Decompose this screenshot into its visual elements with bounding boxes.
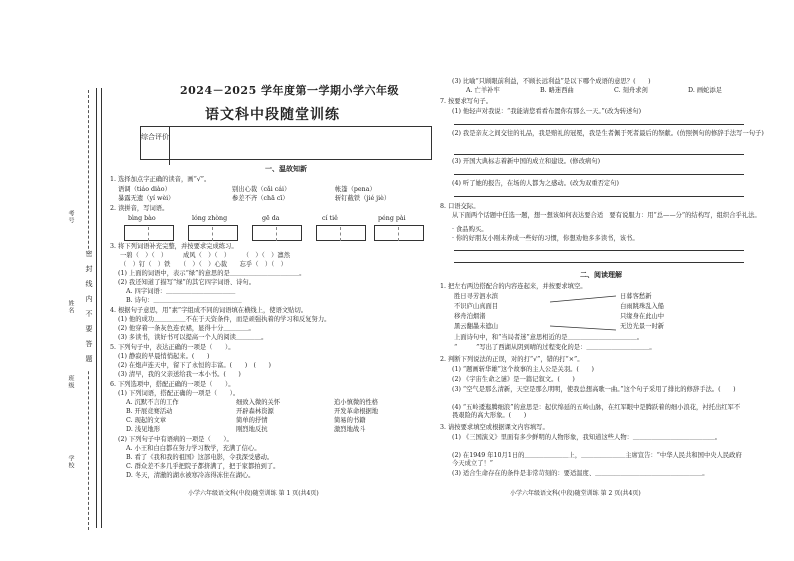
score-box-label: 综合评价 bbox=[141, 127, 170, 165]
q8-option: · 你的好朋友小刚未养成一些好的习惯，你想劝他多多读书，该书。 bbox=[452, 235, 639, 242]
q6-option: 开辟森林资源 bbox=[236, 408, 274, 415]
answer-grid[interactable] bbox=[374, 225, 424, 241]
answer-line[interactable] bbox=[454, 262, 744, 263]
q4-item: (3) 多读书，读好书可以提高一个人的阅读＿＿＿＿。 bbox=[118, 334, 268, 341]
q4-text: 4. 根据句子意思，用“素”字组成不同的词语填在横线上，使语文贴切。 bbox=[110, 307, 308, 314]
match-line bbox=[550, 296, 616, 302]
answer-line[interactable] bbox=[454, 154, 744, 155]
section1-title: 一、温故知新 bbox=[265, 164, 307, 173]
q5-item: (1) 静寂的早晨悄悄起来。( ) bbox=[118, 353, 210, 360]
q5-item: (2) 在炮声连天中，留下了永恒的丰富。( ) ( ) bbox=[118, 362, 271, 369]
poem-left: 移舟泊烟渚 bbox=[454, 313, 486, 320]
s2-q3-text: 3. 请按要求填空或根据课文内容填写。 bbox=[440, 424, 549, 431]
poem-left: 不识庐山真面目 bbox=[454, 303, 499, 310]
q6-option: C. 群众差不多几乎把院子都挤满了，把于家都拍到了。 bbox=[126, 463, 280, 470]
q2-pinyin: gē da bbox=[262, 215, 280, 222]
q6-option: A. 沉默不言的工作 bbox=[126, 399, 179, 406]
q6-option: D. 冬天，清澈的湖水被寒冷冻得冻住在湖心。 bbox=[126, 472, 255, 479]
q6-option: 激烈地战斗 bbox=[334, 426, 366, 433]
exam-header: 2024－2025 学年度第一学期小学六年级 bbox=[180, 84, 400, 97]
q3-text: 3. 将下列词语补充完整，并按要求完成练习。 bbox=[110, 243, 238, 250]
q5-item: (3) 清早，我的父亲送给我一本小书。( ) bbox=[118, 371, 241, 378]
margin-label-kaohao: 考号 bbox=[67, 210, 74, 224]
poem-left: 黑云翻墨未遮山 bbox=[454, 323, 499, 330]
match-line bbox=[550, 326, 616, 330]
footer-left: 小学六年级语文科(中段)随堂训练 第 1 页(共4页) bbox=[188, 490, 319, 497]
q7-item: (2) 我是亲友之间交往的礼品，我是赔礼的冠冕，我是生者佩于死者最后的祭献。(仿照例句的修辞手法写一句子) bbox=[452, 130, 764, 137]
q6-option: A. 小王和白白都在努力学习数学，充满了信心。 bbox=[126, 445, 261, 452]
q-prev-option: A. 亡羊补牢 bbox=[466, 87, 500, 94]
q2-pinyin: péng pài bbox=[378, 215, 406, 222]
q6-option: 简易的书籍 bbox=[334, 417, 366, 424]
q2-text: 2. 读拼音，写词语。 bbox=[110, 205, 169, 212]
s2-q2-item: (4) “五岭逶迤腾细浪”的意思是：起伏绵延的五岭山脉，在红军眼中是腾跃着的细小浪花，衬托出红军不畏艰险的高大形象。( ) bbox=[452, 404, 741, 419]
s2-q3-item: (2) 在1949 年10月1日的＿＿＿＿＿＿＿上，＿＿＿＿＿＿＿主席宣告：“中华人民共和国中央人民政府今天成立了！” bbox=[452, 452, 742, 467]
q-prev-option: B. 略迷西曲 bbox=[540, 87, 574, 94]
q1-item: 暴露无遗（yí wèi） bbox=[118, 195, 175, 202]
answer-grid[interactable] bbox=[252, 225, 302, 241]
margin-label-school: 学校 bbox=[67, 455, 74, 469]
q6-option: 追小慎微的性格 bbox=[334, 399, 379, 406]
poem-right: 白雨跳珠乱入船 bbox=[620, 303, 665, 310]
poem-right: 日暮客愁新 bbox=[620, 293, 652, 300]
q4-item: (2) 他穿着一条灰色连衣裙，显得十分＿＿＿＿。 bbox=[118, 325, 255, 332]
q2-pinyin: lóng zhòng bbox=[192, 215, 228, 222]
answer-grid[interactable] bbox=[124, 225, 174, 241]
q1-text: 1. 选择加点字正确的读音，画“√”。 bbox=[110, 176, 211, 183]
binding-fold bbox=[96, 88, 102, 528]
answer-line[interactable] bbox=[454, 250, 744, 251]
q1-item: 别出心裁（cǎi cái） bbox=[232, 186, 291, 193]
q4-item: (1) 他的成功＿＿＿＿＿不在于天资条件，而是顽强执着的学习和反复努力。 bbox=[118, 316, 331, 323]
q1-item: 斩钉截铁（jié jiè） bbox=[335, 195, 391, 202]
q1-item: 帐篷（pena） bbox=[335, 186, 376, 193]
q7-item: (1) 他轻声对我说：“我能请您看看布置你有那么一天。”(改为转述句) bbox=[452, 108, 642, 115]
q6-option: B. 开展竞赛活动 bbox=[126, 408, 173, 415]
q6-option: 细致入微的关怀 bbox=[236, 399, 281, 406]
s2-q2-item: (1) “题画斩华雄”这个故事的主人公是关羽。( ) bbox=[452, 366, 594, 373]
score-box bbox=[140, 126, 432, 160]
s2-q2-item: (2) 《宇宙生命之谜》是一篇记叙文。( ) bbox=[452, 376, 575, 383]
q-prev-option: C. 刻舟求剑 bbox=[614, 87, 648, 94]
seal-notice: 密封线内不要答题 bbox=[85, 250, 93, 370]
q3-sub: A. 四字词语：＿＿＿＿＿＿＿＿＿＿＿ bbox=[126, 288, 236, 295]
q2-pinyin: bìng bào bbox=[128, 215, 156, 222]
match-lines[interactable] bbox=[520, 290, 620, 334]
q5-text: 5. 下列句子中，表达正确的一项是（ ）。 bbox=[110, 344, 235, 351]
q6-sub: (2) 下列句子中有语病的一项是（ ）。 bbox=[118, 436, 233, 443]
q8-desc: 从下面两个话题中任选一题，想一想该如何表达要合适 要有说服力：用“总——分”的结构写，组织合乎礼法。 bbox=[452, 212, 761, 219]
s2-q1-text: 1. 把左右两边搭配合的内容连起来，并按要求填空。 bbox=[440, 283, 587, 290]
q7-item: (3) 开国大典标志着新中国的成立和建设。(修改病句) bbox=[452, 158, 601, 165]
q6-option: 刚烈地反抗 bbox=[236, 426, 268, 433]
s2-q2-item: (3) “空气是那么清新，天空是那么明明，使我总想高歌一曲。”这个句子采用了排比的修辞手法。( ) bbox=[452, 386, 736, 393]
poem-left: 胜日寻芳泗水滨 bbox=[454, 293, 499, 300]
q-prev-text: (3) 比喻“只顾眼前利益，不顾长远利益”是以下哪个成语的意思？( ) bbox=[452, 78, 651, 85]
s2-fill: “ ”写出了西湖从阴到晴的过程变化的是：＿＿＿＿＿＿＿＿＿＿。 bbox=[454, 344, 656, 351]
q6-sub: (1) 下列词语，搭配正确的一项是（ ）。 bbox=[118, 390, 240, 397]
q6-option: C. 现起的文章 bbox=[126, 417, 167, 424]
q3-row: 一碧（ ）（ ） 成风（ ）（ ） （ ）（ ）凛然 bbox=[120, 252, 291, 259]
exam-title: 语文科中段随堂训练 bbox=[205, 107, 340, 123]
q6-option: B. 看了《我和我的祖国》这部电影，令我深受感动。 bbox=[126, 454, 274, 461]
footer-right: 小学六年级语文科(中段)随堂训练 第 2 页(共4页) bbox=[510, 490, 641, 497]
q7-item: (4) 听了她的报告，在场的人都为之感动。(改为双重否定句) bbox=[452, 180, 619, 187]
q6-text: 6. 下列选项中，搭配正确的一项是（ ）。 bbox=[110, 381, 235, 388]
poem-right: 无边光景一时新 bbox=[620, 323, 665, 330]
margin-label-class: 班级 bbox=[67, 375, 74, 389]
q3-sub: (1) 上面的词语中，表示“绿”的意思的是＿＿＿＿＿＿＿＿＿＿＿。 bbox=[118, 270, 306, 277]
q8-text: 8. 口语交际。 bbox=[440, 203, 480, 210]
s2-q2-text: 2. 判断下列说法的正误，对的打“√”，错的打“×”。 bbox=[440, 356, 584, 363]
q3-row: （ ）钉（ ）铁 （ ）（ ）心裁 忘乎（ ）（ ） bbox=[120, 261, 287, 268]
q1-item: 语调（tiáo diào） bbox=[118, 186, 171, 193]
q6-option: D. 浅见地形 bbox=[126, 426, 161, 433]
q6-option: 简单的抒情 bbox=[236, 417, 268, 424]
q6-option: 开发革命根据地 bbox=[334, 408, 379, 415]
s2-q3-item: (1) 《三国演义》里面有多少鲜明的人物形象，我知道这些人物：＿＿＿＿＿＿＿＿＿＿＿＿＿。 bbox=[452, 434, 722, 441]
q3-sub: (2) 我还知道了描写“绿”的其它四字词语、诗句。 bbox=[118, 279, 256, 286]
q3-sub: B. 诗句：＿＿＿＿＿＿＿＿＿＿＿＿＿＿ bbox=[126, 297, 242, 304]
poem-right: 只缘身在此山中 bbox=[620, 313, 665, 320]
q-prev-option: D. 画蛇添足 bbox=[688, 87, 723, 94]
q1-item: 参差不齐（chā cī） bbox=[232, 195, 289, 202]
answer-line[interactable] bbox=[454, 124, 744, 125]
section2-title: 二、阅读理解 bbox=[580, 270, 622, 279]
answer-grid[interactable] bbox=[188, 225, 238, 241]
answer-line[interactable] bbox=[454, 174, 744, 175]
q7-text: 7. 按要求写句子。 bbox=[440, 98, 493, 105]
answer-grid[interactable] bbox=[316, 225, 366, 241]
s2-fill: 上面诗句中，和“当局者迷”意思相近的是＿＿＿＿＿＿＿＿＿＿＿。 bbox=[454, 334, 644, 341]
margin-label-name: 姓名 bbox=[67, 300, 74, 314]
answer-line[interactable] bbox=[454, 196, 744, 197]
q8-option: · 食品购买。 bbox=[452, 226, 488, 233]
q2-pinyin: cí tiě bbox=[322, 215, 338, 222]
s2-q3-item: (3) 适合生命存在的条件是非常苛刻的：要适温度、＿＿＿＿＿＿＿＿＿＿＿＿＿＿＿＿＿。 bbox=[452, 470, 709, 477]
